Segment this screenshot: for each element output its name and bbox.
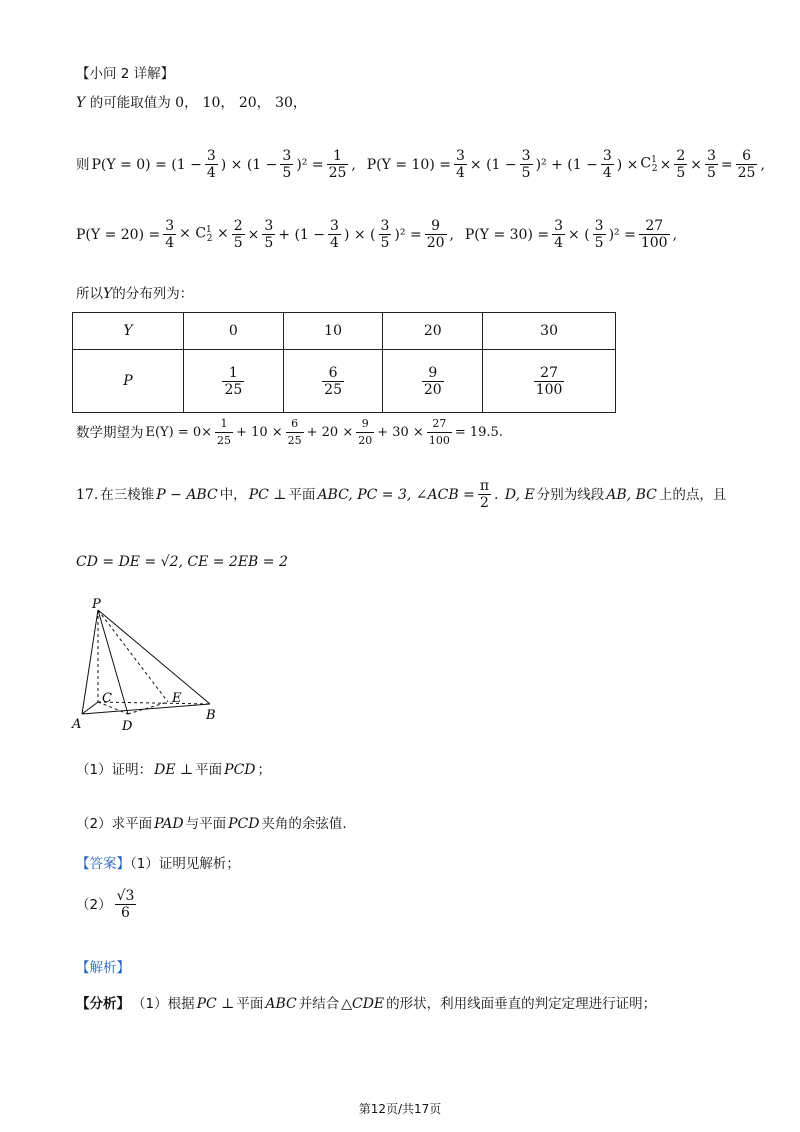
frac-6-25: $\frac{6}{25}$ [737,148,756,181]
y-value-10: 10 [202,95,221,111]
p0-lhs: P(Y = 0) = (1 − [91,156,202,173]
p20-lhs: P(Y = 20) = [76,226,161,243]
frac-27-100: $\frac{27}{100}$ [640,218,668,251]
table-cell: 20 [383,313,483,350]
label-e: E [172,691,182,706]
analysis-tag: 【解析】 [76,960,130,976]
expectation-line: 数学期望为 E(Y) = 0× $\frac{1}{25}$ + 10 × $\frac{6}{25}$ + 20 × $\frac{9}{20}$ + 30 × $\frac{27}{100}$ = 19.5. [76,417,503,447]
y-value-30: 30 [275,95,293,111]
table-cell: 0 [184,313,284,350]
prob-line-1: 则 P(Y = 0) = (1 − $\frac{3}{4}$ ) × (1 − $\frac{3}{5}$ )² = $\frac{1}{25}$ , P(Y = 10) = $\frac{3}{4}$ × (1 − $\frac{3}{5}$ )² + (1 − $\frac{3}{4}$ ) × $C^1_2$ × $\frac{2}{5}$ × $\frac{3}{5}$ = $\frac{6}{25}$ , [76,148,765,181]
var-y: Y [76,95,86,111]
then-word: 则 [76,156,90,173]
problem-17: 17. 在三棱锥 P − ABC 中， PC ⊥ 平面 ABC, PC = 3, ∠ACB = $\frac{\pi}{2}$ . D, E 分别为线段 AB, BC 上的点，且 [76,478,727,511]
question-2: （2）求平面 PAD 与平面 PCD 夹角的余弦值. [76,816,347,832]
y-values-line: Y 的可能取值为 0， 10， 20， 30， [76,95,307,111]
table-cell: 10 [283,313,383,350]
table-cell: $\frac{9}{20}$ [383,350,483,413]
y-values-text: 的可能取值为 [89,95,171,111]
label-c: C [102,691,112,706]
table-row [73,313,616,350]
label-d: D [122,719,133,734]
dist-intro: 所以Y的分布列为： [76,286,194,302]
distribution-table [72,312,616,413]
y-value-0: 0 [175,95,185,111]
table-header-p: P [73,350,184,413]
comb-c21: $C^1_2$ [640,154,658,175]
pyramid-figure [70,592,230,742]
table-cell: $\frac{1}{25}$ [184,350,284,413]
label-a: A [72,717,82,732]
table-cell: $\frac{27}{100}$ [483,350,616,413]
question-1: （1）证明： DE ⊥ 平面 PCD ； [76,762,272,778]
table-header-y: Y [73,313,184,350]
answer-tag: 【答案】 [76,856,130,872]
frac-3-5: $\frac{3}{5}$ [282,148,292,181]
page-footer: 第12页/共17页 [358,1102,442,1116]
prob-line-2: P(Y = 20) = $\frac{3}{4}$ × $C^1_2$ × $\frac{2}{5}$ × $\frac{3}{5}$ + (1 − $\frac{3}{4}$ ) × ( $\frac{3}{5}$ )² = $\frac{9}{20}$ , P(Y = 30) = $\frac{3}{4}$ × ( $\frac{3}{5}$ )² = $\frac{27}{100}$ , [76,218,678,251]
answer-line-2: （2） $\frac{√3}{6}$ [76,888,135,921]
section-header: 【小问 2 详解】 [76,66,175,82]
fenxi-line: 【分析】 （1）根据 PC ⊥ 平面 ABC 并结合 △CDE 的形状，利用线面垂直的判定定理进行证明； [76,996,657,1012]
p10-lhs: P(Y = 10) = [366,156,451,173]
label-p: P [92,597,101,612]
problem-17-condition: CD = DE = √2, CE = 2EB = 2 [76,554,288,570]
frac-9-20: $\frac{9}{20}$ [426,218,445,251]
y-value-20: 20 [238,95,257,111]
label-b: B [206,708,216,723]
table-cell: $\frac{6}{25}$ [283,350,383,413]
table-row [73,350,616,413]
p30-lhs: P(Y = 30) = [464,226,550,243]
table-cell: 30 [483,313,616,350]
frac-3-4: $\frac{3}{4}$ [206,148,216,181]
frac-1-25: $\frac{1}{25}$ [328,148,347,181]
answer-line-1: 【答案】（1）证明见解析； [76,856,240,872]
